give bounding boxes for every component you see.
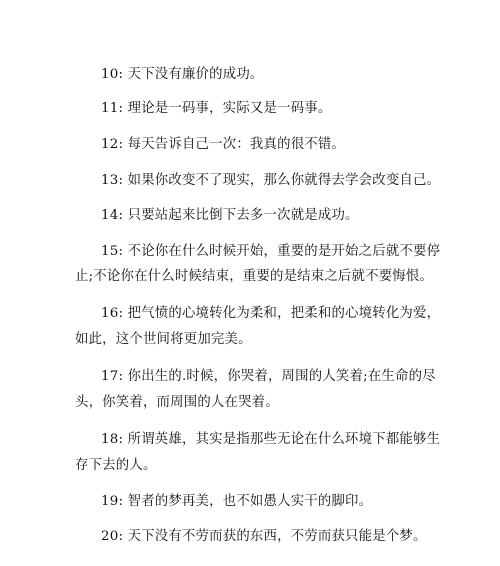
quote-item-16-line-2: 如此，这个世间将更加完美。 [75, 332, 252, 347]
quote-item-16-line-1: 16: 把气愤的心境转化为柔和，把柔和的心境转化为爱， [101, 306, 441, 321]
quote-item-18-line-1: 18: 所谓英雄，其实是指那些无论在什么环境下都能够生 [101, 432, 441, 447]
quote-item-15-line-2: 止;不论你在什么时候结束，重要的是结束之后就不要悔恨。 [75, 269, 434, 284]
quote-item-18-line-2: 存下去的人。 [75, 458, 157, 473]
quote-item-10: 10: 天下没有廉价的成功。 [101, 67, 264, 82]
quote-item-19: 19: 智者的梦再美，也不如愚人实干的脚印。 [101, 494, 373, 509]
quote-item-13: 13: 如果你改变不了现实，那么你就得去学会改变自己。 [101, 173, 441, 188]
quote-item-17-line-2: 头，你笑着，而周围的人在哭着。 [75, 395, 279, 410]
quote-item-20: 20: 天下没有不劳而获的东西，不劳而获只能是个梦。 [101, 529, 427, 544]
quote-item-17-line-1: 17: 你出生的.时候，你哭着，周围的人笑着;在生命的尽 [101, 369, 436, 384]
quote-item-12: 12: 每天告诉自己一次：我真的很不错。 [101, 137, 346, 152]
quote-item-14: 14: 只要站起来比倒下去多一次就是成功。 [101, 208, 359, 223]
quote-item-11: 11: 理论是一码事，实际又是一码事。 [101, 101, 332, 116]
quote-item-15-line-1: 15: 不论你在什么时候开始，重要的是开始之后就不要停 [101, 244, 441, 259]
